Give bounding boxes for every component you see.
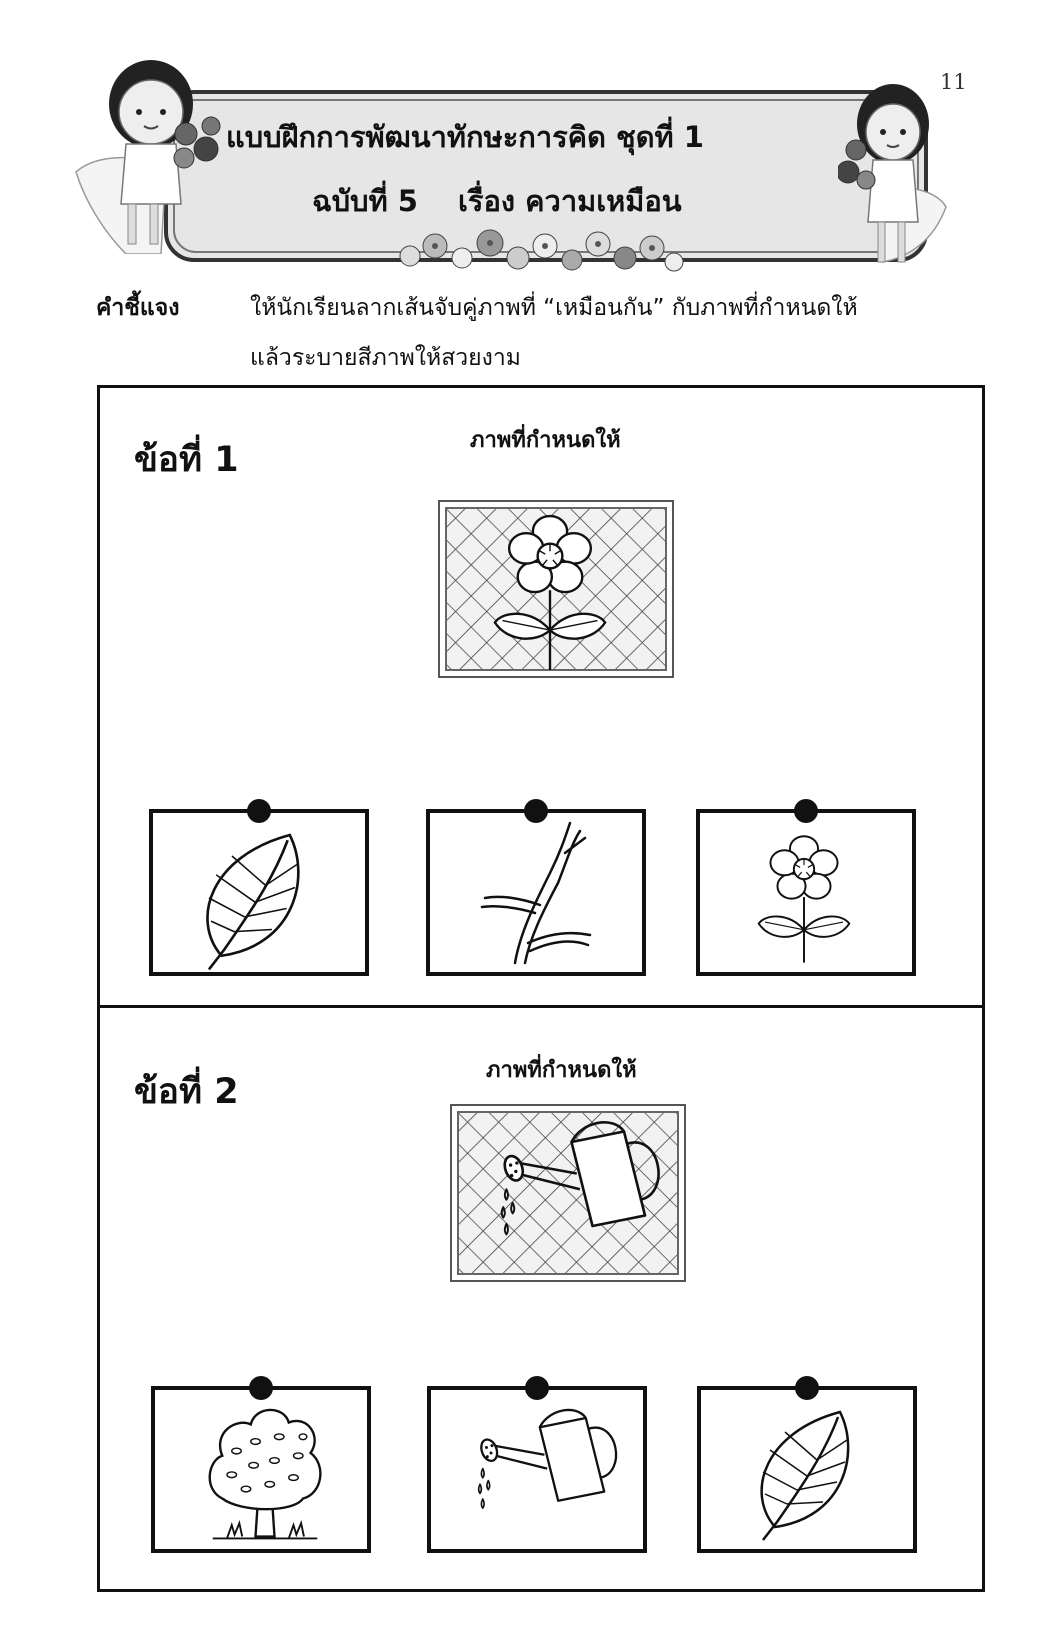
girl-right-illustration [838,82,948,272]
branch-icon [430,813,642,972]
question-2-choice-1[interactable] [151,1386,371,1553]
question-2-label: ข้อที่ 2 [134,1072,239,1112]
question-1-given-label: ภาพที่กำหนดให้ [470,428,621,453]
question-divider [97,1005,985,1008]
instructions-text-line1: ให้นักเรียนลากเส้นจับคู่ภาพที่ “เหมือนกัน” กับภาพที่กำหนดให้ [250,295,858,321]
question-2-choice-2[interactable] [427,1386,647,1553]
flower-icon [700,813,912,972]
instructions-text-line2: แล้วระบายสีภาพให้สวยงาม [250,345,521,371]
leaf-icon [701,1390,913,1549]
girl-left-illustration [66,54,231,254]
page-number: 11 [940,70,967,94]
question-2-given-picture [450,1104,686,1282]
question-1-choice-3[interactable] [696,809,916,976]
lesson-topic: เรื่อง ความเหมือน [457,184,682,218]
question-1-given-picture [438,500,674,678]
instructions-label: คำชี้แจง [96,295,180,321]
flower-icon [440,502,672,676]
question-1-choice-1[interactable] [149,809,369,976]
watering-can-icon [452,1106,684,1280]
watering-can-icon [431,1390,643,1549]
question-2-choice-3[interactable] [697,1386,917,1553]
page-subtitle [312,178,682,224]
flower-garland-decoration [390,218,690,282]
lesson-number: ฉบับที่ 5 [312,184,418,218]
question-1-label: ข้อที่ 1 [134,440,239,480]
question-2-given-label: ภาพที่กำหนดให้ [486,1058,637,1083]
leaf-icon [153,813,365,972]
tree-icon [155,1390,367,1549]
question-1-choice-2[interactable] [426,809,646,976]
page-title: แบบฝึกการพัฒนาทักษะการคิด ชุดที่ 1 [226,120,704,154]
